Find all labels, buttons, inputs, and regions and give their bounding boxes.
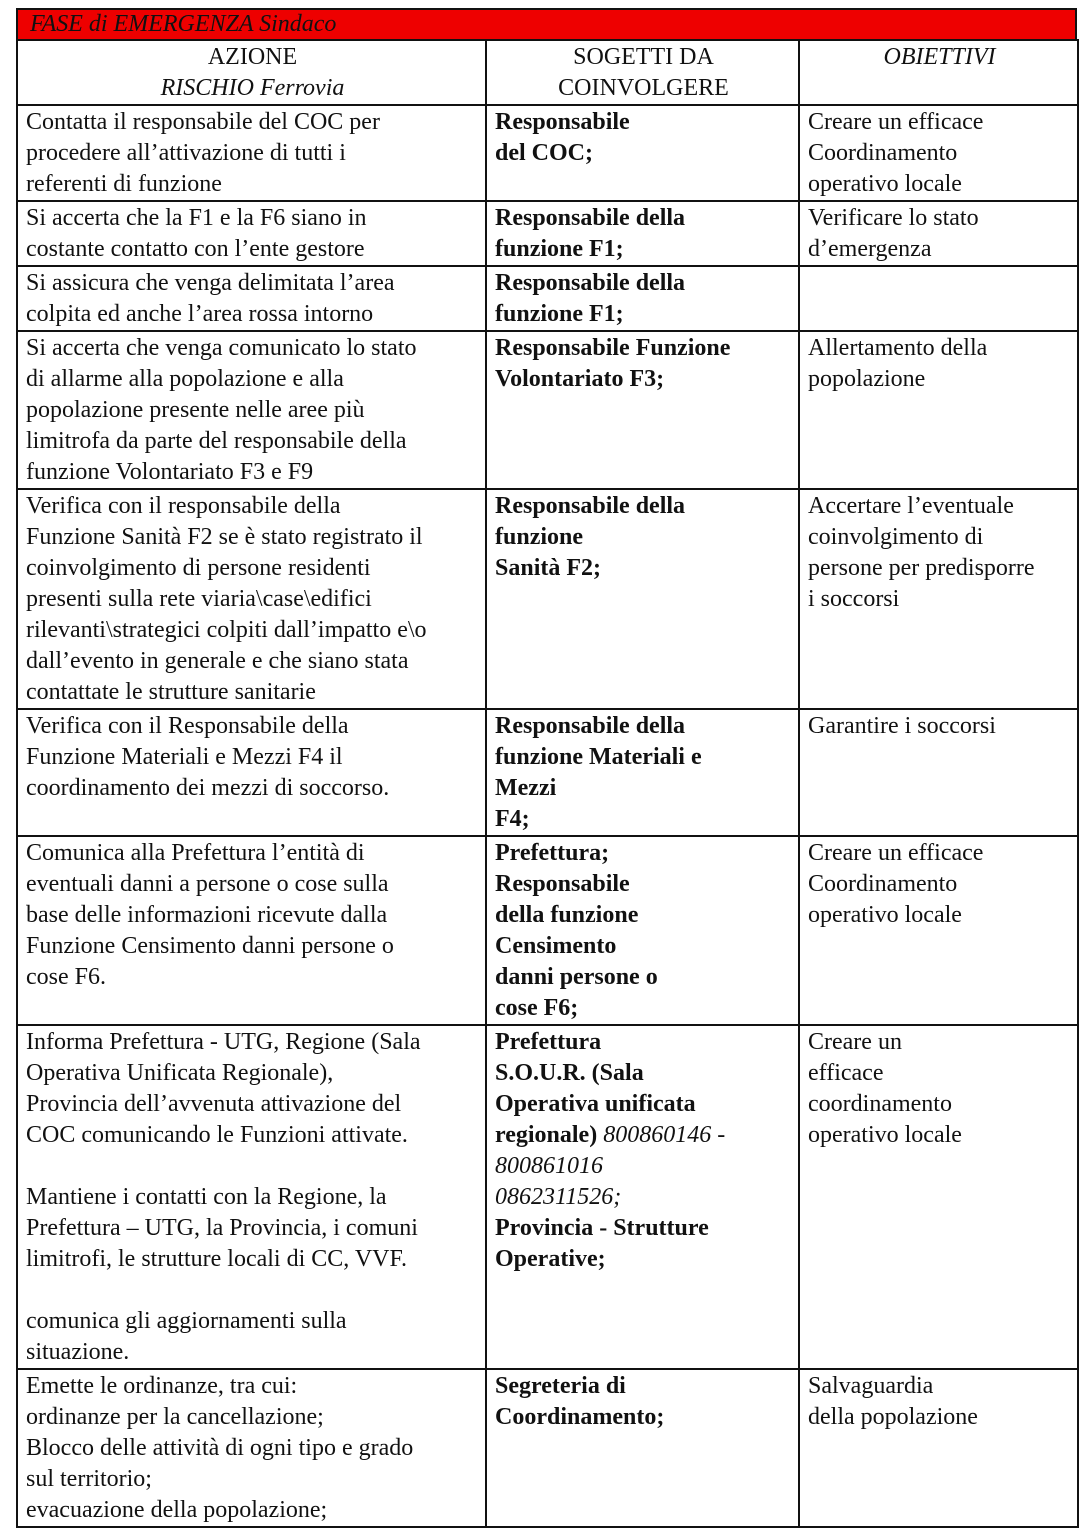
- action-line: rilevanti\strategici colpiti dall’impatto e\o: [26, 617, 427, 643]
- objective-cell: [799, 331, 1078, 489]
- subject-line: Coordinamento;: [495, 1404, 665, 1430]
- action-cell: [17, 836, 486, 1025]
- subject-line: della funzione: [495, 902, 639, 928]
- subject-cell: [486, 836, 799, 1025]
- action-line: Contatta il responsabile del COC per: [26, 109, 380, 135]
- action-line: limitrofa da parte del responsabile della: [26, 428, 407, 454]
- subject-cell: [486, 105, 799, 201]
- subject-line: funzione: [495, 524, 584, 550]
- objective-line: operativo locale: [808, 171, 962, 197]
- objective-cell: [799, 489, 1078, 709]
- subject-cell: [486, 709, 799, 836]
- action-line: ordinanze per la cancellazione;: [26, 1404, 324, 1430]
- subject-line: funzione F1;: [495, 301, 624, 327]
- action-line: situazione.: [26, 1339, 130, 1365]
- subject-line: F4;: [495, 806, 530, 832]
- phone-number: 0862311526;: [495, 1184, 622, 1210]
- subject-line: Responsabile della: [495, 205, 686, 231]
- subject-line: Responsabile Funzione: [495, 335, 731, 361]
- header-soggetti-label-2: COINVOLGERE: [558, 75, 729, 101]
- action-line: base delle informazioni ricevute dalla: [26, 902, 388, 928]
- subject-line: del COC;: [495, 140, 593, 166]
- subject-line: regionale): [495, 1122, 598, 1148]
- action-line: Verifica con il Responsabile della: [26, 713, 349, 739]
- table-row: [17, 105, 1078, 201]
- action-line: Prefettura – UTG, la Provincia, i comuni: [26, 1215, 418, 1241]
- action-line: limitrofi, le strutture locali di CC, VVF.: [26, 1246, 407, 1272]
- table-title: FASE di EMERGENZA Sindaco: [30, 11, 337, 37]
- action-line: coinvolgimento di persone residenti: [26, 555, 371, 581]
- objective-line: Creare un: [808, 1029, 902, 1055]
- subject-cell: [486, 1025, 799, 1369]
- subject-line: danni persone o: [495, 964, 658, 990]
- subject-line: Prefettura: [495, 1029, 602, 1055]
- subject-line: Segreteria di: [495, 1373, 626, 1399]
- objective-line: operativo locale: [808, 1122, 962, 1148]
- subject-line: Sanità F2;: [495, 555, 602, 581]
- action-line: sul territorio;: [26, 1466, 152, 1492]
- blank-line: [26, 1151, 479, 1182]
- subject-line: S.O.U.R. (Sala: [495, 1060, 644, 1086]
- subject-line: funzione F1;: [495, 236, 624, 262]
- objective-cell: [799, 1369, 1078, 1527]
- objective-cell: [799, 105, 1078, 201]
- action-line: eventuali danni a persone o cose sulla: [26, 871, 389, 897]
- table-body: [17, 105, 1078, 1527]
- action-line: Mantiene i contatti con la Regione, la: [26, 1184, 387, 1210]
- table-row: [17, 1025, 1078, 1369]
- subject-cell: [486, 1369, 799, 1527]
- action-cell: [17, 489, 486, 709]
- subject-line: Responsabile della: [495, 493, 686, 519]
- action-line: di allarme alla popolazione e alla: [26, 366, 344, 392]
- action-line: Si accerta che la F1 e la F6 siano in: [26, 205, 367, 231]
- table-row: [17, 201, 1078, 266]
- action-line: Verifica con il responsabile della: [26, 493, 341, 519]
- action-line: funzione Volontariato F3 e F9: [26, 459, 314, 485]
- action-cell: [17, 105, 486, 201]
- action-line: Operativa Unificata Regionale),: [26, 1060, 334, 1086]
- objective-line: Coordinamento: [808, 871, 958, 897]
- subject-line: Provincia - Strutture: [495, 1215, 709, 1241]
- phone-number: 800861016: [495, 1153, 603, 1179]
- action-line: popolazione presente nelle aree più: [26, 397, 365, 423]
- action-line: Comunica alla Prefettura l’entità di: [26, 840, 365, 866]
- objective-line: Verificare lo stato: [808, 205, 979, 231]
- procedure-table: [16, 39, 1079, 1528]
- subject-cell: [486, 489, 799, 709]
- header-obiettivi-label: OBIETTIVI: [883, 44, 996, 70]
- objective-cell: [799, 709, 1078, 836]
- action-line: COC comunicando le Funzioni attivate.: [26, 1122, 408, 1148]
- action-line: Blocco delle attività di ogni tipo e grado: [26, 1435, 414, 1461]
- objective-line: operativo locale: [808, 902, 962, 928]
- objective-line: Allertamento della: [808, 335, 988, 361]
- action-line: Funzione Censimento danni persone o: [26, 933, 394, 959]
- header-azione-label: AZIONE: [207, 44, 298, 70]
- objective-cell: [799, 836, 1078, 1025]
- subject-cell: [486, 201, 799, 266]
- subject-cell: [486, 266, 799, 331]
- action-line: Informa Prefettura - UTG, Regione (Sala: [26, 1029, 421, 1055]
- subject-line: Volontariato F3;: [495, 366, 665, 392]
- action-cell: [17, 266, 486, 331]
- header-soggetti-label-1: SOGETTI DA: [573, 44, 714, 70]
- objective-line: coordinamento: [808, 1091, 952, 1117]
- action-cell: [17, 1369, 486, 1527]
- objective-line: Creare un efficace: [808, 109, 984, 135]
- table-row: [17, 489, 1078, 709]
- objective-line: Accertare l’eventuale: [808, 493, 1014, 519]
- objective-line: persone per predisporre: [808, 555, 1035, 581]
- table-row: [17, 836, 1078, 1025]
- subject-line: cose F6;: [495, 995, 579, 1021]
- subject-line: Operative;: [495, 1246, 606, 1272]
- action-line: Funzione Sanità F2 se è stato registrato il: [26, 524, 423, 550]
- action-line: referenti di funzione: [26, 171, 222, 197]
- subject-line: Responsabile: [495, 109, 630, 135]
- objective-line: i soccorsi: [808, 586, 900, 612]
- objective-line: popolazione: [808, 366, 926, 392]
- action-line: comunica gli aggiornamenti sulla: [26, 1308, 347, 1334]
- action-cell: [17, 201, 486, 266]
- header-row: [17, 40, 1078, 105]
- action-line: costante contatto con l’ente gestore: [26, 236, 365, 262]
- action-cell: [17, 709, 486, 836]
- objective-line: Salvaguardia: [808, 1373, 934, 1399]
- action-line: cose F6.: [26, 964, 106, 990]
- phone-number: 800860146 -: [597, 1122, 726, 1148]
- action-line: colpita ed anche l’area rossa intorno: [26, 301, 374, 327]
- subject-line: Responsabile: [495, 871, 630, 897]
- subject-line: Prefettura;: [495, 840, 610, 866]
- action-cell: [17, 331, 486, 489]
- header-obiettivi: [799, 40, 1078, 105]
- subject-line: Mezzi: [495, 775, 557, 801]
- objective-line: d’emergenza: [808, 236, 932, 262]
- objective-cell: [799, 201, 1078, 266]
- objective-line: Creare un efficace: [808, 840, 984, 866]
- subject-cell: [486, 331, 799, 489]
- subject-line: Censimento: [495, 933, 617, 959]
- action-line: dall’evento in generale e che siano stata: [26, 648, 409, 674]
- objective-line: Garantire i soccorsi: [808, 713, 996, 739]
- objective-line: Coordinamento: [808, 140, 958, 166]
- objective-cell: [799, 1025, 1078, 1369]
- objective-line: della popolazione: [808, 1404, 978, 1430]
- subject-line: Responsabile della: [495, 270, 686, 296]
- subject-line: funzione Materiali e: [495, 744, 702, 770]
- action-line: presenti sulla rete viaria\case\edifici: [26, 586, 372, 612]
- action-line: procedere all’attivazione di tutti i: [26, 140, 346, 166]
- action-line: coordinamento dei mezzi di soccorso.: [26, 775, 390, 801]
- table-row: [17, 1369, 1078, 1527]
- objective-cell: [799, 266, 1078, 331]
- action-line: Funzione Materiali e Mezzi F4 il: [26, 744, 343, 770]
- header-rischio-label: RISCHIO Ferrovia: [160, 75, 345, 101]
- objective-line: efficace: [808, 1060, 884, 1086]
- action-line: contattate le strutture sanitarie: [26, 679, 316, 705]
- header-azione: [17, 40, 486, 105]
- emergency-procedure-document: [16, 8, 1077, 1528]
- table-row: [17, 331, 1078, 489]
- action-line: Emette le ordinanze, tra cui:: [26, 1373, 298, 1399]
- header-soggetti: [486, 40, 799, 105]
- action-line: Provincia dell’avvenuta attivazione del: [26, 1091, 402, 1117]
- subject-line: Operativa unificata: [495, 1091, 696, 1117]
- objective-line: coinvolgimento di: [808, 524, 984, 550]
- action-line: evacuazione della popolazione;: [26, 1497, 328, 1523]
- action-line: Si accerta che venga comunicato lo stato: [26, 335, 417, 361]
- table-row: [17, 266, 1078, 331]
- action-line: Si assicura che venga delimitata l’area: [26, 270, 395, 296]
- blank-line: [26, 1275, 479, 1306]
- subject-line: Responsabile della: [495, 713, 686, 739]
- action-cell: [17, 1025, 486, 1369]
- table-title-bar: [16, 8, 1077, 39]
- table-row: [17, 709, 1078, 836]
